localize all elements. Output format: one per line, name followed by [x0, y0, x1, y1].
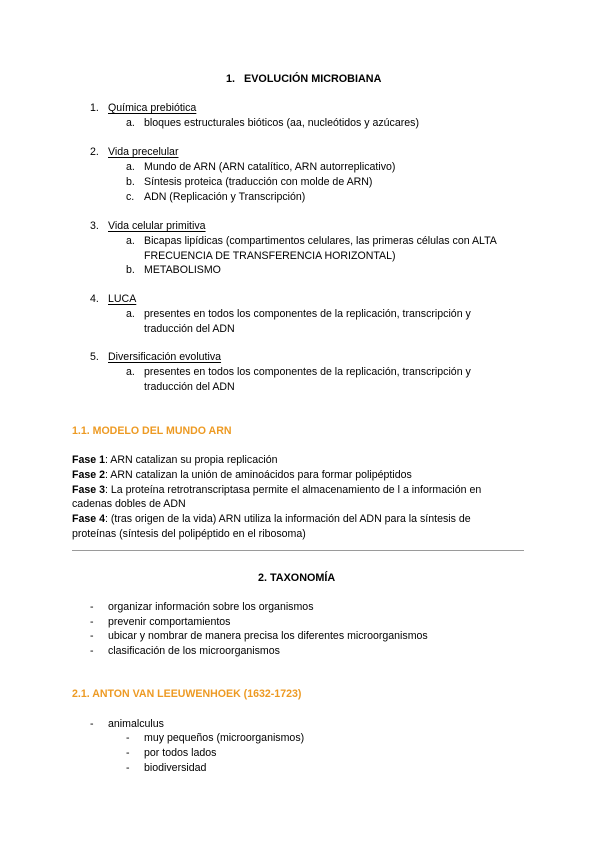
list-number: 4.: [90, 293, 99, 305]
dash-bullet: -: [90, 718, 94, 730]
sub-item-text-continued: traducción del ADN: [144, 323, 235, 335]
list-item-title: Vida precelular: [108, 146, 179, 158]
sub-letter: c.: [126, 191, 135, 203]
sub-letter: a.: [126, 117, 135, 129]
sub-letter: a.: [126, 366, 135, 378]
list-item-title: Vida celular primitiva: [108, 220, 206, 232]
bullet-item: organizar información sobre los organismos: [108, 601, 314, 613]
sub-item-text: Bicapas lipídicas (compartimentos celulares, las primeras células con ALTA: [144, 235, 497, 247]
bullet-item: animalculus: [108, 718, 164, 730]
sub-item-text: presentes en todos los componentes de la replicación, transcripción y: [144, 366, 471, 378]
sub-item-text: bloques estructurales bióticos (aa, nucleótidos y azúcares): [144, 117, 419, 129]
phase-line: [72, 468, 412, 482]
phase-line: [72, 453, 278, 467]
list-number: 1.: [90, 102, 99, 114]
section-2-heading: 2. TAXONOMÍA: [258, 572, 336, 584]
sub-bullet-item: por todos lados: [144, 747, 217, 759]
dash-bullet: -: [90, 616, 94, 628]
sub-letter: a.: [126, 235, 135, 247]
list-number: 3.: [90, 220, 99, 232]
phase-text: : La proteína retrotranscriptasa permite el almacenamiento de l a información en: [104, 484, 482, 496]
sub-item-text: Síntesis proteica (traducción con molde de ARN): [144, 176, 373, 188]
sub-item-text: Mundo de ARN (ARN catalítico, ARN autorreplicativo): [144, 161, 396, 173]
dash-bullet: -: [126, 762, 130, 774]
sub-letter: a.: [126, 308, 135, 320]
sub-letter: b.: [126, 176, 135, 188]
dash-bullet: -: [90, 645, 94, 657]
section-1-1-heading: 1.1. MODELO DEL MUNDO ARN: [72, 425, 232, 437]
dash-bullet: -: [126, 732, 130, 744]
sub-bullet-item: biodiversidad: [144, 762, 207, 774]
phase-label: Fase 4: [72, 513, 105, 525]
section-1-title: EVOLUCIÓN MICROBIANA: [244, 73, 382, 85]
sub-item-text-continued: traducción del ADN: [144, 381, 235, 393]
sub-letter: b.: [126, 264, 135, 276]
list-number: 2.: [90, 146, 99, 158]
list-item-title: Química prebiótica: [108, 102, 197, 114]
bullet-item: clasificación de los microorganismos: [108, 645, 280, 657]
section-2-1-heading: 2.1. ANTON VAN LEEUWENHOEK (1632-1723): [72, 688, 302, 700]
phase-text: : ARN catalizan su propia replicación: [104, 454, 278, 466]
phase-label: Fase 3: [72, 484, 105, 496]
phase-continuation: cadenas dobles de ADN: [72, 498, 186, 510]
phase-continuation: proteínas (síntesis del polipéptido en el ribosoma): [72, 528, 306, 540]
phase-text: : ARN catalizan la unión de aminoácidos para formar polipéptidos: [104, 469, 412, 481]
phase-line: [72, 512, 471, 526]
sub-item-text: METABOLISMO: [144, 264, 221, 276]
list-item-title: LUCA: [108, 293, 137, 305]
list-number: 5.: [90, 351, 99, 363]
phase-label: Fase 1: [72, 454, 105, 466]
horizontal-divider: [72, 550, 524, 551]
sub-item-text: presentes en todos los componentes de la replicación, transcripción y: [144, 308, 471, 320]
section-1-number: 1.: [226, 73, 236, 85]
sub-bullet-item: muy pequeños (microorganismos): [144, 732, 305, 744]
dash-bullet: -: [90, 630, 94, 642]
phase-text: : (tras origen de la vida) ARN utiliza la información del ADN para la síntesis de: [104, 513, 471, 525]
section-1-heading: [226, 72, 381, 86]
phase-line: [72, 483, 481, 497]
sub-item-text-continued: FRECUENCIA DE TRANSFERENCIA HORIZONTAL): [144, 250, 396, 262]
dash-bullet: -: [126, 747, 130, 759]
sub-letter: a.: [126, 161, 135, 173]
dash-bullet: -: [90, 601, 94, 613]
list-item-title: Diversificación evolutiva: [108, 351, 222, 363]
bullet-item: ubicar y nombrar de manera precisa los diferentes microorganismos: [108, 630, 428, 642]
phase-label: Fase 2: [72, 469, 105, 481]
sub-item-text: ADN (Replicación y Transcripción): [144, 191, 306, 203]
bullet-item: prevenir comportamientos: [108, 616, 231, 628]
